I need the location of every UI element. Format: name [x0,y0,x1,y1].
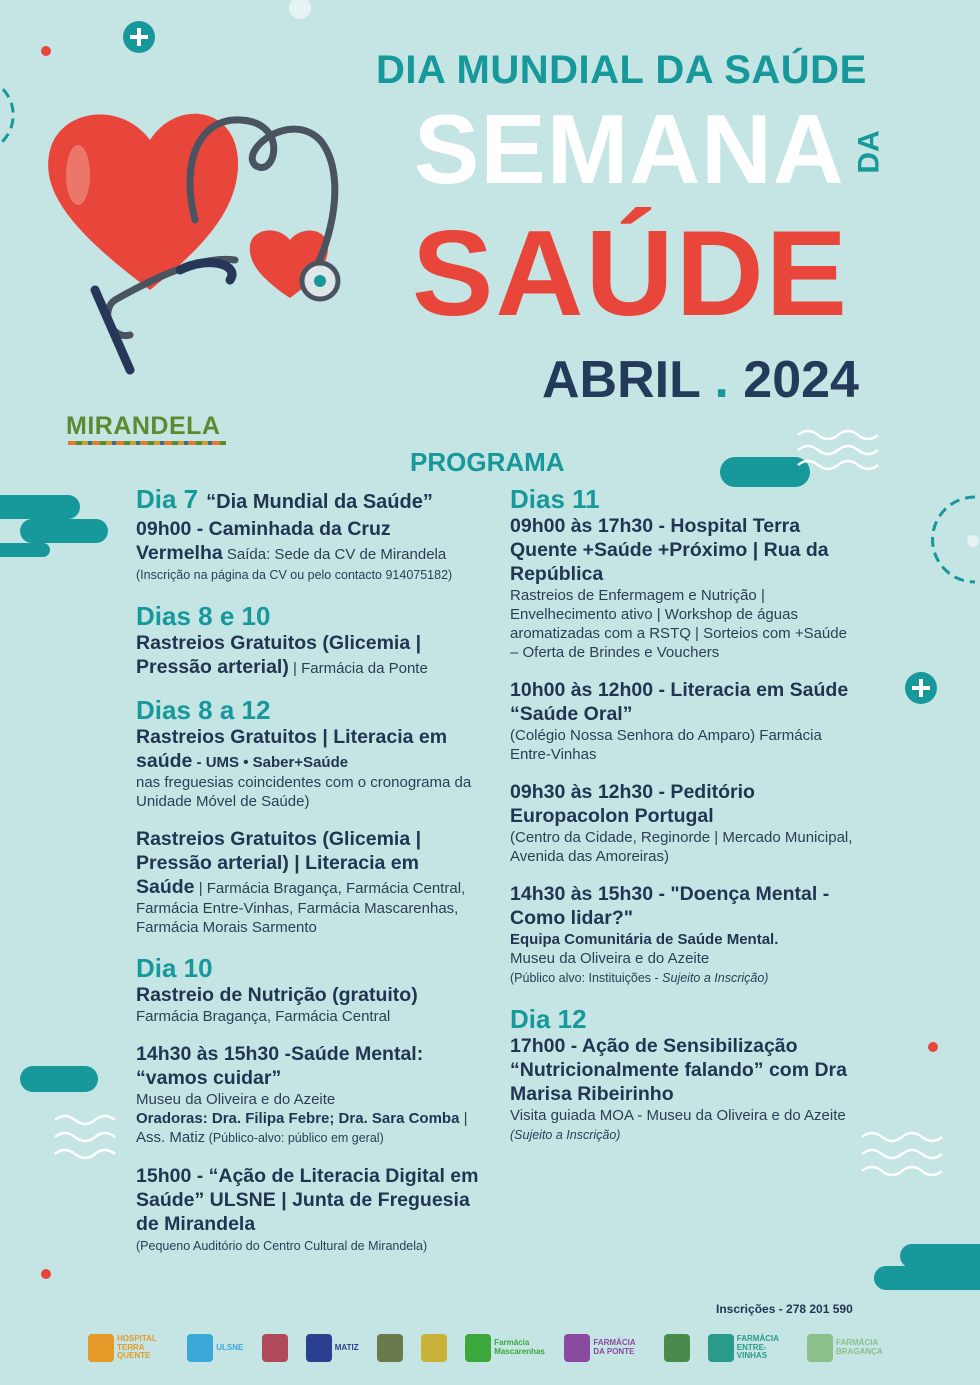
plus-icon [123,21,155,53]
event-detail: (Centro da Cidade, Reginorde | Mercado Municipal, Avenida das Amoreiras) [510,829,853,865]
title-semana: SEMANA [414,94,845,204]
logo-mark-icon [88,1334,114,1362]
logo-mark-icon [465,1334,491,1362]
day-heading [136,953,481,983]
logo-mark-icon [664,1334,690,1362]
bubble-decoration [289,0,311,19]
event-name-heading: DIA MUNDIAL DA SAÚDE [376,48,867,92]
logo-text: FARMÁCIA BRAGANÇA [836,1338,883,1356]
event-title: Rastreios Gratuitos (Glicemia | Pressão arterial) [136,632,422,678]
event-title: 09h00 às 17h30 - Hospital Terra Quente +Saúde +Próximo | Rua da República [510,515,829,585]
program-paragraph [510,828,855,866]
event-detail: (Público alvo: Instituições - [510,971,663,985]
date-separator: . [714,351,729,409]
logo-mark-icon [262,1334,288,1362]
partner-logo [262,1334,288,1362]
program-block [136,484,481,585]
partner-logo [807,1334,888,1362]
plus-icon [905,672,937,704]
event-detail: Sujeito a Inscrição) [662,971,769,985]
program-paragraph [510,930,855,949]
day-label: Dias 8 a 12 [136,695,271,725]
partner-logo [465,1334,546,1362]
program-paragraph [510,1125,855,1145]
program-block [510,484,855,662]
event-detail: Rastreios de Enfermagem e Nutrição | Envelhecimento ativo | Workshop de águas aromatizadas com a RSTQ | Sorteios com +Saúde – Oferta de Brindes e Vouchers [510,587,847,661]
event-title: 14h30 às 15h30 - "Doença Mental - Como lidar?" [510,883,830,929]
day-heading [136,484,481,517]
mirandela-logo: MIRANDELA [66,412,221,440]
logo-text: HOSPITAL TERRA QUENTE [117,1333,157,1361]
partner-logos [88,1328,888,1368]
program-block [136,1164,481,1256]
date-year: 2024 [743,351,859,409]
logo-text: FARMÁCIA ENTRE-VINHAS [736,1333,779,1361]
event-detail: Equipa Comunitária de Saúde Mental. [510,931,779,948]
program-right-column [510,484,855,1161]
program-block [136,827,481,937]
day-heading [136,601,481,631]
logo-mark-icon [377,1334,403,1362]
program-paragraph [510,726,855,764]
event-detail: (Pequeno Auditório do Centro Cultural de Mirandela) [136,1239,428,1254]
bubble-decoration [967,535,979,547]
event-title: 17h00 - Ação de Sensibilização “Nutricionalmente falando” com Dra Marisa Ribeirinho [510,1035,847,1105]
event-title: 10h00 às 12h00 - Literacia em Saúde “Saúde Oral” [510,679,849,725]
day-label: Dias 8 e 10 [136,601,271,631]
registration-contact: Inscrições - 278 201 590 [716,1302,853,1316]
logo-text: FARMÁCIA DA PONTE [593,1338,636,1356]
day-label: Dia 12 [510,1004,587,1034]
event-detail: (Colégio Nossa Senhora do Amparo) Farmácia Entre-Vinhas [510,727,822,763]
title-saude: SAÚDE [412,205,850,341]
event-title: Rastreios Gratuitos (Glicemia | Pressão arterial) | Literacia em Saúde [136,828,422,898]
event-detail: | Farmácia Bragança, Farmácia Central, Farmácia Entre-Vinhas, Farmácia Mascarenhas, Farmácia Morais Sarmento [136,880,466,937]
program-block [136,601,481,679]
program-paragraph [136,1090,481,1109]
partner-logo [306,1334,359,1362]
logo-mark-icon [807,1334,833,1362]
event-detail: (Inscrição na página da CV ou pelo contacto 914075182) [136,568,453,582]
program-paragraph [510,882,855,930]
logo-text: MATIZ [334,1342,359,1352]
event-title: Rastreios Gratuitos | Literacia em saúde [136,726,448,772]
title-da: DA [852,130,886,174]
event-detail: Saída: Sede da CV de Mirandela [222,546,447,563]
program-paragraph [510,968,855,988]
partner-logo [564,1334,645,1362]
partner-logo [664,1334,690,1362]
partner-logo [187,1334,243,1362]
program-block [136,953,481,1026]
event-title: 09h00 - Caminhada da Cruz Vermelha [136,518,391,564]
program-paragraph [136,517,481,565]
event-date [542,350,859,410]
partner-logo [708,1334,789,1362]
logo-text: Farmácia Mascarenhas [494,1338,545,1356]
logo-mark-icon [187,1334,213,1362]
dot-decoration [41,1269,51,1279]
day-label: Dia 10 [136,953,213,984]
program-paragraph [136,725,481,773]
program-paragraph [136,1236,481,1256]
program-paragraph [136,773,481,811]
event-title: 15h00 - “Ação de Literacia Digital em Saúde” ULSNE | Junta de Freguesia de Mirandela [136,1165,479,1236]
partner-logo [421,1334,447,1362]
program-paragraph [136,565,481,585]
program-left-column [136,484,481,1272]
program-block [136,695,481,811]
program-paragraph [136,1164,481,1236]
program-paragraph [510,514,855,586]
event-detail: (Público-alvo: público em geral) [205,1131,384,1146]
event-detail: Farmácia Bragança, Farmácia Central [136,1008,391,1026]
day-subtitle: “Dia Mundial da Saúde” [206,491,433,513]
event-detail: - UMS • Saber+Saúde [192,754,349,771]
event-detail: (Sujeito a Inscrição) [510,1128,621,1142]
event-title: Rastreio de Nutrição (gratuito) [136,984,418,1007]
program-paragraph [510,678,855,726]
program-paragraph [510,586,855,662]
day-label: Dias 11 [510,484,600,514]
day-heading [510,484,855,514]
logo-mark-icon [564,1334,590,1362]
event-detail: nas freguesias coincidentes com o cronograma da Unidade Móvel de Saúde) [136,774,472,810]
event-detail: Oradoras: Dra. Filipa Febre; Dra. Sara Comba [136,1110,460,1128]
event-title: 14h30 às 15h30 -Saúde Mental: “vamos cuidar” [136,1043,424,1090]
event-detail: Visita guiada MOA - Museu da Oliveira e do Azeite [510,1107,846,1124]
program-paragraph [136,1042,481,1090]
program-paragraph [136,983,481,1007]
program-paragraph [136,827,481,937]
program-block [510,882,855,988]
program-block [510,678,855,764]
event-detail: | Ass. Matiz [136,1110,468,1147]
logo-mark-icon [306,1334,332,1362]
event-title: 09h30 às 12h30 - Peditório Europacolon Portugal [510,781,755,827]
date-month: ABRIL [542,351,700,409]
logo-text: ULSNE [216,1342,244,1352]
program-block [136,1042,481,1148]
program-paragraph [136,1109,481,1148]
program-paragraph [510,1106,855,1125]
event-detail: | Farmácia da Ponte [288,660,428,677]
event-detail: Museu da Oliveira e do Azeite [136,1091,336,1109]
dot-decoration [928,1042,938,1052]
day-heading [510,1004,855,1034]
event-detail: Museu da Oliveira e do Azeite [510,950,710,967]
program-paragraph [136,1007,481,1026]
program-heading: PROGRAMA [410,447,565,477]
program-paragraph [510,780,855,828]
logo-mark-icon [421,1334,447,1362]
logo-mark-icon [708,1334,734,1362]
program-paragraph [136,631,481,679]
program-paragraph [510,949,855,968]
partner-logo [377,1334,403,1362]
mirandela-logo-bar [68,441,226,445]
dashed-arc-decoration [0,80,13,150]
program-block [510,1004,855,1145]
partner-logo [88,1334,169,1362]
program-block [510,780,855,866]
dot-decoration [41,46,51,56]
program-paragraph [510,1034,855,1106]
day-label: Dia 7 [136,484,199,514]
day-heading [136,695,481,725]
